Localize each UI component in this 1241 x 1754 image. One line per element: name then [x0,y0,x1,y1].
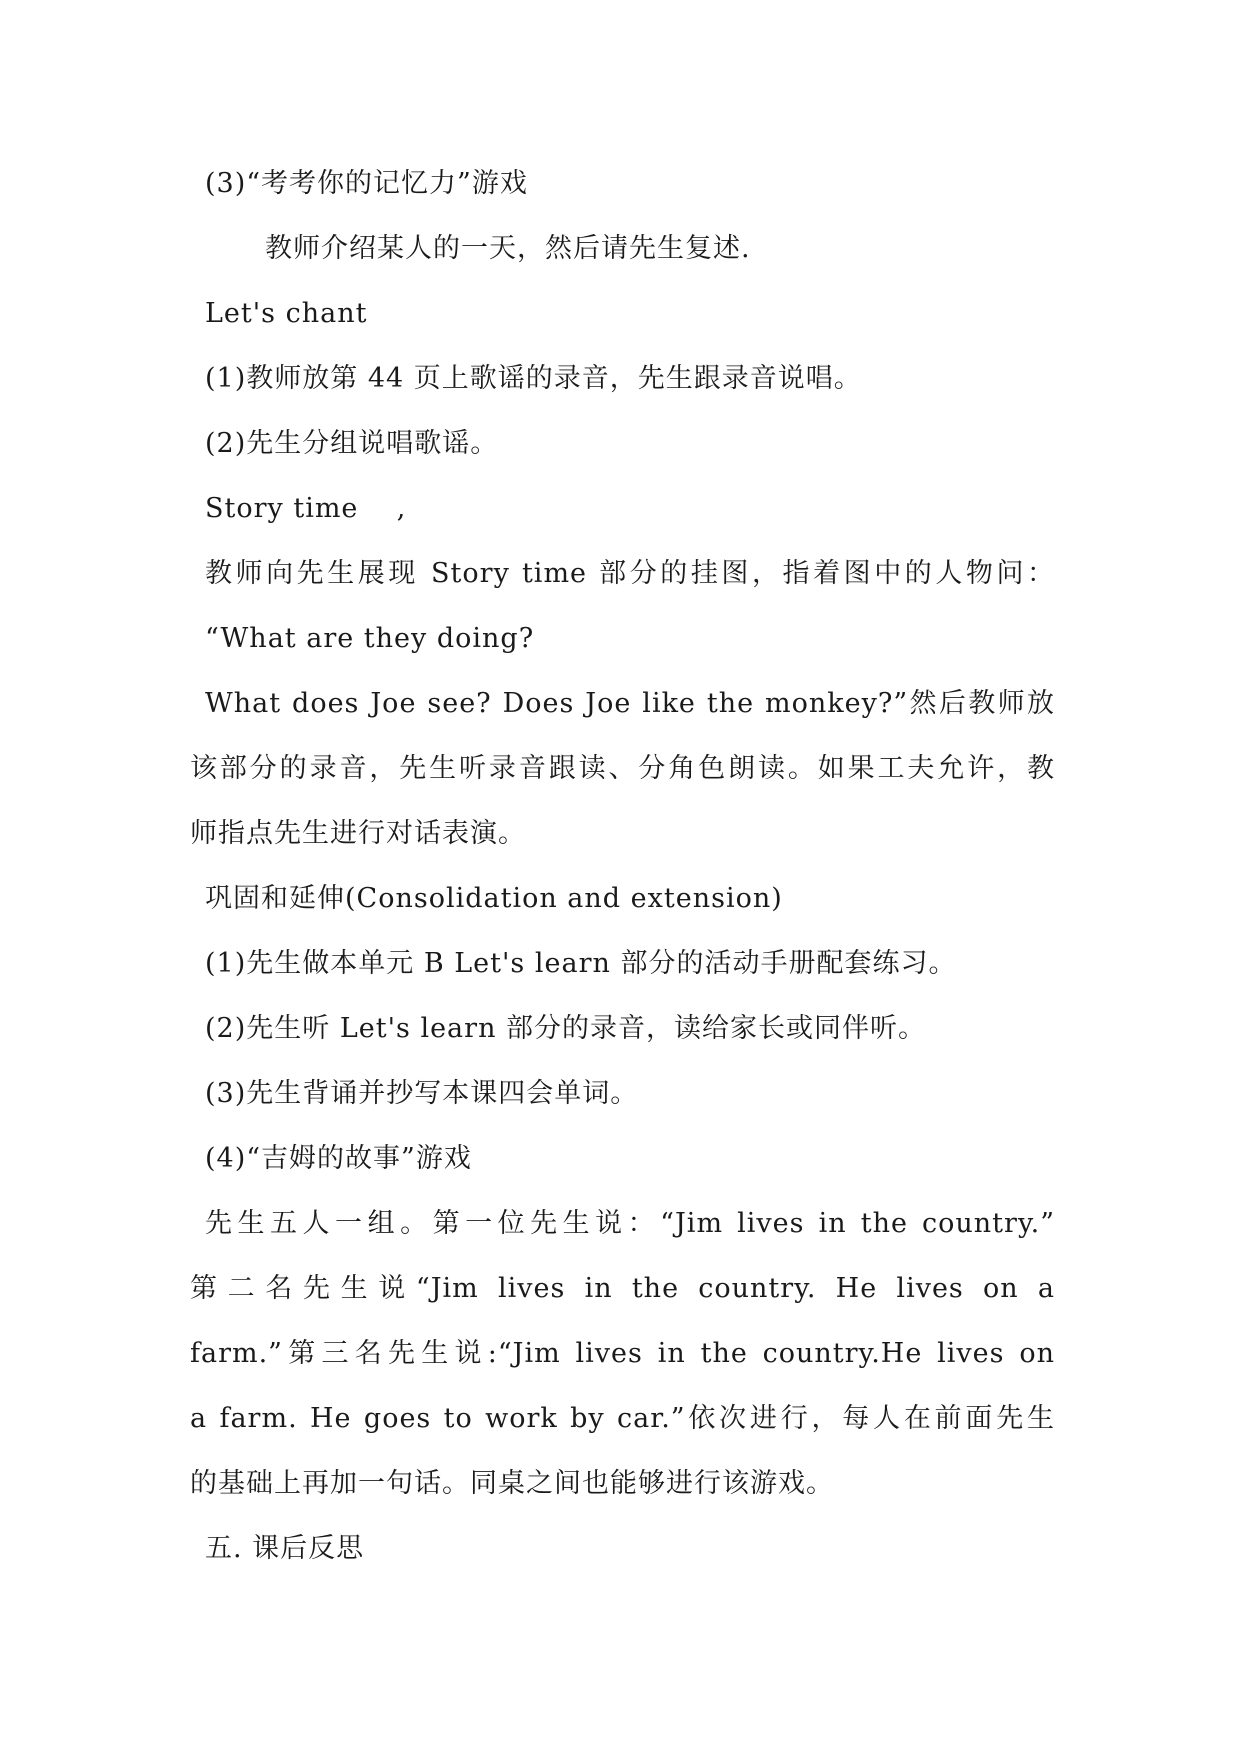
paragraph-line: “What are they doing? [205,623,535,654]
list-item: (1)教师放第 44 页上歌谣的录音，先生跟录音说唱。 [205,363,862,394]
paragraph-line: 的基础上再加一句话。同桌之间也能够进行该游戏。 [190,1468,834,1499]
list-item: (2)先生听 Let's learn 部分的录音，读给家长或同伴听。 [205,1013,927,1044]
section-heading-reflection: 五. 课后反思 [205,1533,365,1564]
paragraph-line: 第二名先生说“Jim lives in the country. He lives on a [190,1273,1055,1304]
paragraph-line: 先生五人一组。第一位先生说：“Jim lives in the country.” [205,1208,1055,1239]
list-item: (3)先生背诵并抄写本课四会单词。 [205,1078,639,1109]
list-item: (1)先生做本单元 B Let's learn 部分的活动手册配套练习。 [205,948,957,979]
paragraph-line: a farm. He goes to work by car.”依次进行，每人在前面先生 [190,1403,1055,1434]
paragraph-line: What does Joe see? Does Joe like the monkey?”然后教师放 [205,688,1055,719]
list-item: (2)先生分组说唱歌谣。 [205,428,499,459]
paragraph-line: farm.”第三名先生说:“Jim lives in the country.He lives on [190,1338,1055,1369]
list-item: (4)“吉姆的故事”游戏 [205,1143,472,1174]
section-heading-consolidation: 巩固和延伸(Consolidation and extension) [205,883,783,914]
section-heading-story-time: Story time , [205,493,407,524]
game-heading-memory: (3)“考考你的记忆力”游戏 [205,168,528,199]
paragraph-line: 教师介绍某人的一天，然后请先生复述. [265,233,751,264]
paragraph-line: 师指点先生进行对话表演。 [190,818,526,849]
section-heading-lets-chant: Let's chant [205,298,368,329]
paragraph-line: 该部分的录音，先生听录音跟读、分角色朗读。如果工夫允许，教 [190,753,1055,784]
paragraph-line: 教师向先生展现 Story time 部分的挂图，指着图中的人物问： [205,558,1055,589]
